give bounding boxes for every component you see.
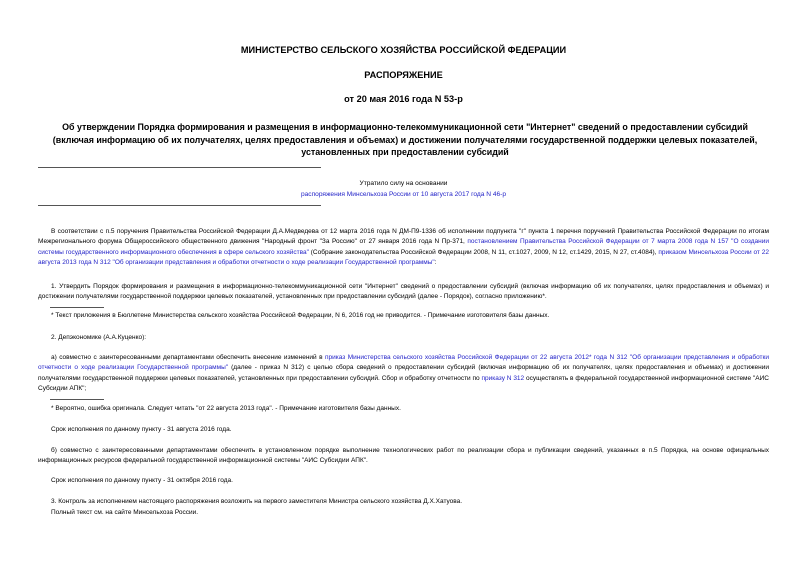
- item-2-paragraph: 2. Депэкономике (А.А.Куценко):: [51, 334, 147, 341]
- item-3-paragraph: 3. Контроль за исполнением настоящего распоряжения возложить на первого заместителя Министра сельского хозяйства Д.Х.Хатуова.: [51, 498, 463, 505]
- document-title: Об утверждении Порядка формирования и размещения в информационно-телекоммуникационной сети "Интернет" сведений о предоставлении субсидий (включая информацию об их получателях, целях предоставления и объемах) и достижении получателями государственной поддержки целевых показателей, установленных при предоставлении субсидий: [52, 122, 758, 158]
- document-type-heading: РАСПОРЯЖЕНИЕ: [364, 70, 443, 80]
- order-312-short-link[interactable]: приказу N 312: [481, 374, 525, 382]
- item-2a-text-2: (далее - приказ N 312) с целью сбора сведений о предоставлении субсидий (включая информацию об их получателях, целях предоставления и объемах) и достижении получателями государственной поддержки целевых показателей, установленных при предоставлении субсидий. Сбор и обработку отчетности по: [38, 364, 769, 382]
- lost-force-label: Утратило силу на основании: [359, 180, 448, 187]
- item-2b-paragraph: б) совместно с заинтересованными департаментами обеспечить в установленном порядке выполнение технологических работ по реализации сбора и публикации сведений, указанных в п.5 Порядка, на основе официальных информационных ресурсов федеральной государственной информационной системы "АИС Субсидии АПК".: [38, 447, 769, 465]
- footnote-rule-1: [50, 307, 104, 308]
- preamble-paragraph: [38, 227, 769, 268]
- deadline-2: Срок исполнения по данному пункту - 31 октября 2016 года.: [51, 477, 233, 484]
- item-1-paragraph: 1. Утвердить Порядок формирования и размещения в информационно-телекоммуникационной сети "Интернет" сведений о предоставлении субсидий (включая информацию об их получателях, целях предоставления и объемах) и достижении получателями государственной поддержки целевых показателей, установленных при предоставлении субсидий (далее - Порядок), согласно приложению*.: [38, 283, 769, 301]
- item-2a-text-3: осуществлять в федеральной государственной информационной системе "АИС Субсидии АПК";: [38, 374, 769, 392]
- order-2012-link[interactable]: приказ Министерства сельского хозяйства Российской Федерации от 22 августа 2012* года N 312 "Об организации представления и обработки отчетности о ходе реализации Государственной программы": [38, 354, 770, 372]
- footnote-2: * Вероятно, ошибка оригинала. Следует читать "от 22 августа 2013 года". - Примечание изготовителя базы данных.: [51, 405, 401, 412]
- lost-force-link[interactable]: распоряжения Минсельхоза России от 10 августа 2017 года N 46-р: [300, 191, 507, 198]
- order-312-link[interactable]: приказом Минсельхоза России от 22 августа 2013 года N 312 "Об организации представления и обработки отчетности о ходе реализации Государственной программы": [38, 248, 769, 266]
- divider-top: [38, 167, 321, 168]
- preamble-text-3: :: [434, 258, 437, 266]
- deadline-1: Срок исполнения по данному пункту - 31 августа 2016 года.: [51, 426, 232, 433]
- divider-bottom: [38, 205, 321, 206]
- full-text-note: Полный текст см. на сайте Минсельхоза России.: [51, 509, 199, 516]
- item-2a-text-1: а) совместно с заинтересованными департаментами обеспечить внесение изменений в: [51, 354, 326, 361]
- footnote-rule-2: [50, 399, 104, 400]
- document-date-number: от 20 мая 2016 года N 53-р: [344, 94, 463, 104]
- item-2a-paragraph: [38, 353, 769, 394]
- gov-resolution-link[interactable]: постановлением Правительства Российской Федерации от 7 марта 2008 года N 157 "О создании системы государственного информационного обеспечения в сфере сельского хозяйства": [38, 238, 770, 256]
- preamble-text-2: (Собрание законодательства Российской Федерации 2008, N 11, ст.1027, 2009, N 12, ст.1429, 2015, N 27, ст.4084),: [308, 248, 659, 256]
- ministry-heading: МИНИСТЕРСТВО СЕЛЬСКОГО ХОЗЯЙСТВА РОССИЙСКОЙ ФЕДЕРАЦИИ: [240, 45, 567, 55]
- footnote-1: * Текст приложения в Бюллетене Министерства сельского хозяйства Российской Федерации, N 6, 2016 год не приводится. - Примечание изготовителя базы данных.: [51, 312, 550, 319]
- preamble-text-1: В соответствии с п.5 поручения Правительства Российской Федерации Д.А.Медведева от 12 марта 2016 года N ДМ-П9-1336 об исполнении подпункта "г" пункта 1 перечня поручений Правительства Российской Федерации по итогам Межрегионального форума Общероссийского общественного движения "Народный фронт "За Россию" от 27 января 2016 года N Пр-371,: [38, 228, 769, 246]
